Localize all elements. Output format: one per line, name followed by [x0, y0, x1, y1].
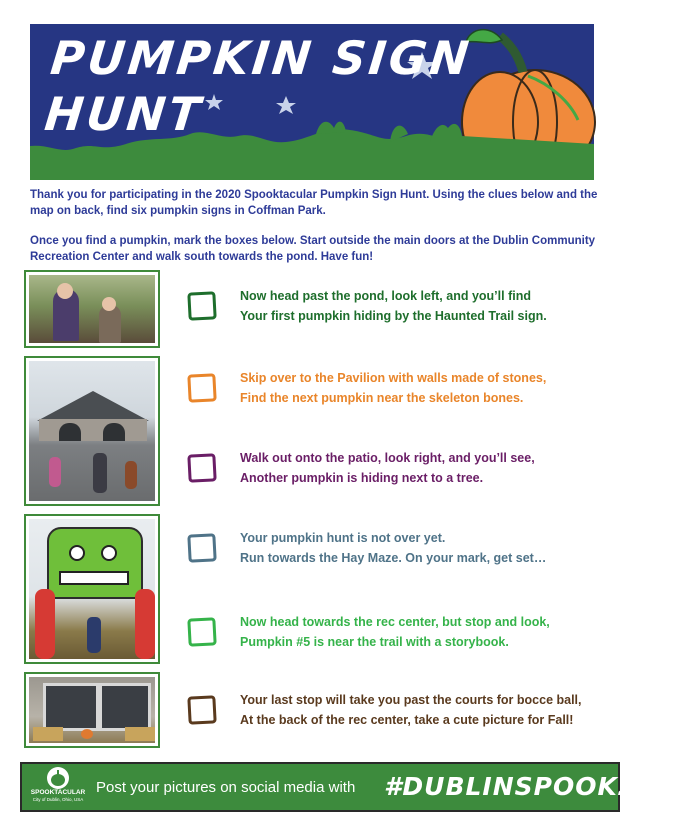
footer-hashtag: #DUBLINSPOOK2020 [384, 772, 691, 801]
clue-5-line-2: Pumpkin #5 is near the trail with a storybook. [240, 635, 509, 649]
clue-1-text [240, 286, 547, 326]
clue-4-line-1: Your pumpkin hunt is not over yet. [240, 531, 446, 545]
footer-post-text: Post your pictures on social media with [96, 779, 356, 796]
footer-banner [20, 762, 691, 812]
checkbox-clue-4[interactable] [187, 533, 216, 562]
clue-5-line-1: Now head towards the rec center, but stop and look, [240, 615, 550, 629]
clue-3 [188, 448, 618, 496]
clue-2-text [240, 368, 546, 408]
clue-6-line-2: At the back of the rec center, take a cute picture for Fall! [240, 713, 574, 727]
clue-3-line-2: Another pumpkin is hiding next to a tree. [240, 471, 484, 485]
checkbox-clue-6[interactable] [187, 695, 216, 724]
clue-1-line-1: Now head past the pond, look left, and you’ll find [240, 289, 531, 303]
clue-6-line-1: Your last stop will take you past the courts for bocce ball, [240, 693, 582, 707]
photo-hay-maze [24, 514, 160, 664]
photo-haunted-trail [24, 270, 160, 348]
logo-subtext: City of Dublin, Ohio, USA [32, 797, 84, 802]
intro-paragraph-1: Thank you for participating in the 2020 Spooktacular Pumpkin Sign Hunt. Using the clues below and the map on back, find six pumpkin signs in Coffman Park. [30, 189, 598, 217]
photo-rec-center [24, 672, 160, 748]
clue-5-text [240, 612, 550, 652]
clue-6-text [240, 690, 582, 730]
page-title [42, 30, 474, 142]
checkbox-clue-3[interactable] [187, 453, 216, 482]
title-line-1: PUMPKIN SIGN [48, 31, 475, 85]
clue-5 [188, 612, 618, 660]
checkbox-clue-5[interactable] [187, 617, 216, 646]
logo-text: SPOOKTACULAR [30, 789, 86, 796]
clue-2-line-1: Skip over to the Pavilion with walls made of stones, [240, 371, 547, 385]
clue-2 [188, 368, 618, 416]
clue-2-line-2: Find the next pumpkin near the skeleton bones. [240, 391, 524, 405]
checkbox-clue-1[interactable] [187, 291, 216, 320]
spooktacular-logo [30, 767, 86, 809]
intro-paragraph-2: Once you find a pumpkin, mark the boxes below. Start outside the main doors at the Dublin Community Recreation Center and walk south towards the pond. Have fun! [30, 235, 596, 263]
checkbox-clue-2[interactable] [187, 373, 216, 402]
clue-6 [188, 690, 618, 738]
header-banner [30, 24, 594, 180]
photo-pavilion [24, 356, 160, 506]
clue-4 [188, 528, 618, 576]
title-line-2: HUNT [42, 87, 206, 141]
clue-1-line-2: Your first pumpkin hiding by the Haunted Trail sign. [240, 309, 547, 323]
clue-4-line-2: Run towards the Hay Maze. On your mark, get set… [240, 551, 547, 565]
clue-3-line-1: Walk out onto the patio, look right, and you’ll see, [240, 451, 535, 465]
pumpkin-logo-icon [47, 767, 69, 789]
clue-1 [188, 286, 618, 334]
clue-3-text [240, 448, 535, 488]
clue-4-text [240, 528, 546, 568]
